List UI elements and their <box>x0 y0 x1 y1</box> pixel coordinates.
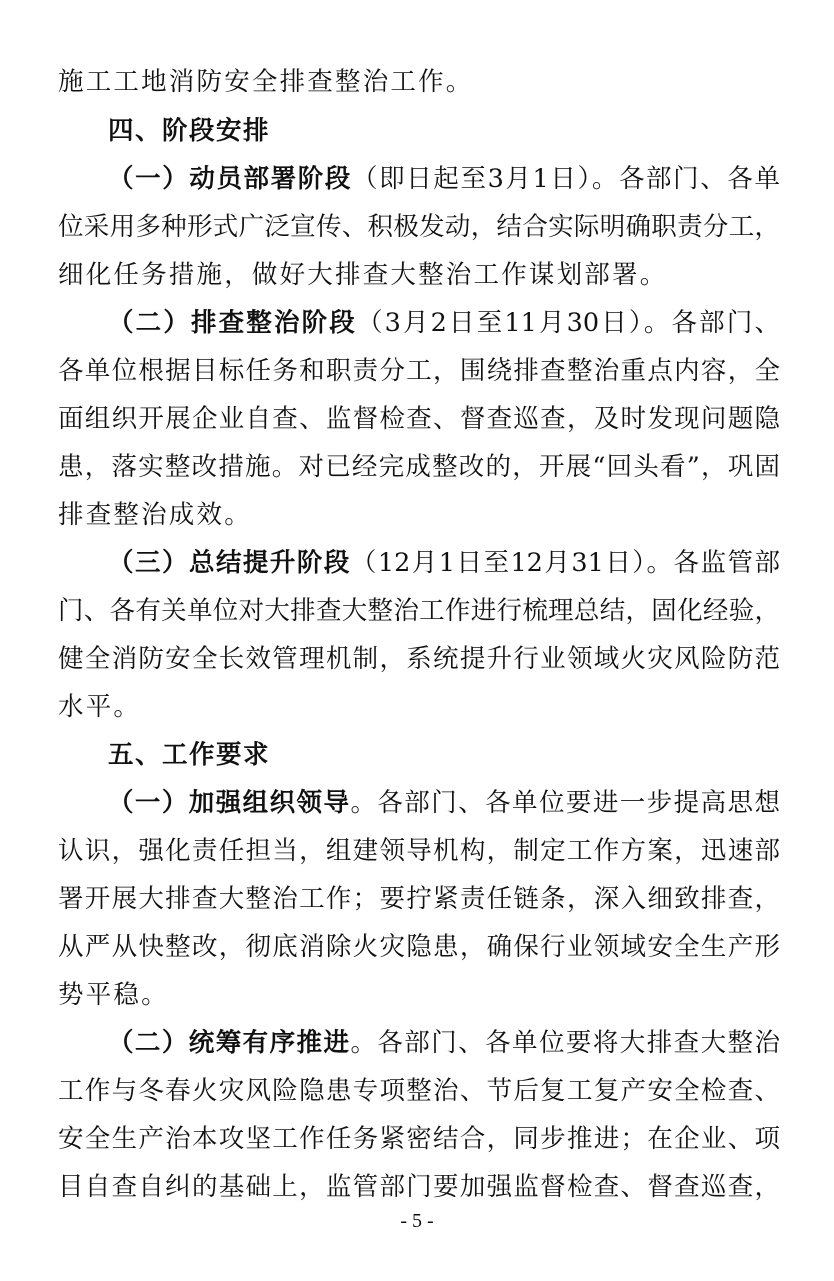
paragraph-leadership-line-2: 认识，强化责任担当，组建领导机构，制定工作方案，迅速部 <box>58 836 780 866</box>
paragraph-coordination-line-1: （二）统筹有序推进。各部门、各单位要将大排查大整治 <box>108 1028 780 1058</box>
paragraph-coordination-line-3: 安全生产治本攻坚工作任务紧密结合，同步推进；在企业、项 <box>58 1124 780 1154</box>
paragraph-coordination-line-2: 工作与冬春火灾风险隐患专项整治、节后复工复产安全检查、 <box>58 1076 780 1106</box>
paragraph-rectification-line-3: 面组织开展企业自查、监督检查、督查巡查，及时发现问题隐 <box>58 404 780 434</box>
paragraph-rectification-line-1: （二）排查整治阶段（3月2日至11月30日）。各部门、 <box>108 308 780 338</box>
paragraph-summary-line-4: 水平。 <box>58 692 142 722</box>
paragraph-lead: （二）统筹有序推进 <box>108 1028 351 1058</box>
section-heading-requirements: 五、工作要求 <box>108 740 271 770</box>
paragraph-lead: （三）总结提升阶段 <box>108 548 351 578</box>
paragraph-leadership-line-3: 署开展大排查大整治工作；要拧紧责任链条，深入细致排查， <box>58 884 780 914</box>
paragraph-summary-line-2: 门、各有关单位对大排查大整治工作进行梳理总结，固化经验， <box>58 596 780 626</box>
paragraph-coordination-line-4: 目自查自纠的基础上，监管部门要加强监督检查、督查巡查， <box>58 1172 780 1202</box>
paragraph-summary-line-1: （三）总结提升阶段（12月1日至12月31日）。各监管部 <box>108 548 780 578</box>
paragraph-rectification-line-4: 患，落实整改措施。对已经完成整改的，开展“回头看”，巩固 <box>58 452 780 482</box>
paragraph-mobilization-line-1: （一）动员部署阶段（即日起至3月1日）。各部门、各单 <box>108 164 780 194</box>
paragraph-leadership-line-5: 势平稳。 <box>58 980 169 1010</box>
paragraph-mobilization-line-3: 细化任务措施，做好大排查大整治工作谋划部署。 <box>58 260 668 290</box>
paragraph-summary-line-3: 健全消防安全长效管理机制，系统提升行业领域火灾风险防范 <box>58 644 780 674</box>
paragraph-rectification-line-2: 各单位根据目标任务和职责分工，围绕排查整治重点内容，全 <box>58 356 780 386</box>
paragraph-mobilization-line-2: 位采用多种形式广泛宣传、积极发动，结合实际明确职责分工， <box>58 212 780 242</box>
paragraph-lead: （一）动员部署阶段 <box>108 164 353 194</box>
page-number: - 5 - <box>400 1210 434 1232</box>
paragraph-lead: （二）排查整治阶段 <box>108 308 357 338</box>
paragraph-leadership-line-1: （一）加强组织领导。各部门、各单位要进一步提高思想 <box>108 788 780 818</box>
paragraph-rectification-line-5: 排查整治成效。 <box>58 500 252 530</box>
continuation-line: 施工工地消防安全排查整治工作。 <box>58 67 474 97</box>
section-heading-stages: 四、阶段安排 <box>108 116 271 146</box>
paragraph-lead: （一）加强组织领导 <box>108 788 351 818</box>
paragraph-leadership-line-4: 从严从快整改，彻底消除火灾隐患，确保行业领域安全生产形 <box>58 932 780 962</box>
